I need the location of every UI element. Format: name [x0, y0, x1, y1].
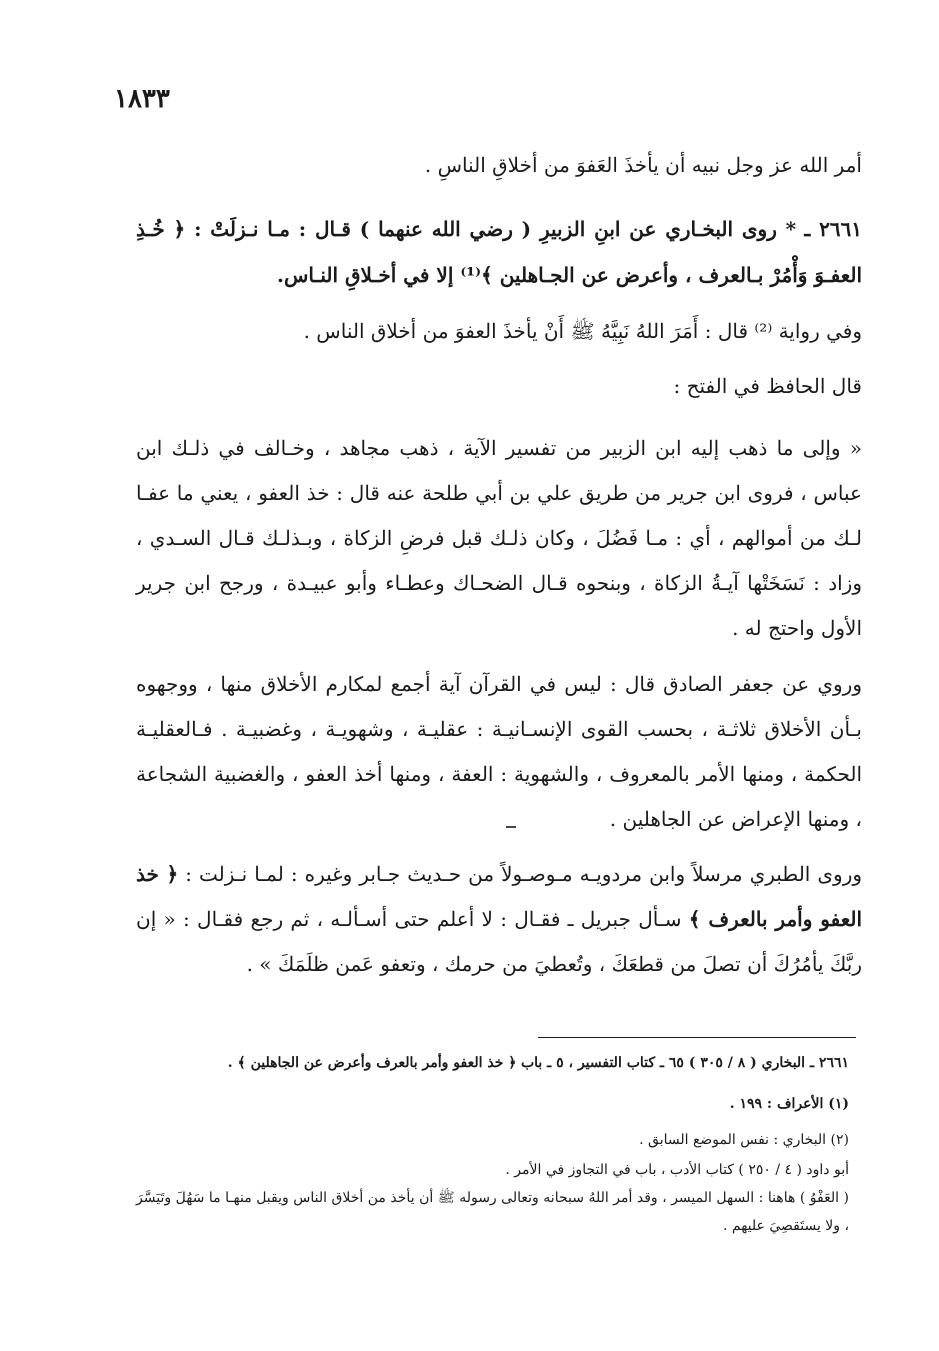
tabari-paragraph [136, 852, 862, 987]
hadith-text: * روى البخـاري عن ابنِ الزبيرِ ( رضي الله عنهما ) قـال : مـا نـزلَتْ : ﴿ خُـذِ العفـوَ وَأْمُرْ بـالعرف ، وأعرض عن الجـاهلين ﴾⁽¹⁾ إلا في أخـلاقِ النـاس. [136, 217, 862, 287]
footnote-abudawud: أبو داود ( ٤ / ٢٥٠ ) كتاب الأدب ، باب في التجاوز في الأمر . [505, 1162, 849, 1178]
footnote-hadith-source: ٢٦٦١ ـ البخاري ( ٨ / ٣٠٥ ) ٦٥ ـ كتاب التفسير ، ٥ ـ باب [520, 1055, 849, 1071]
riwaya-paragraph: وفي رواية ⁽²⁾ قال : أَمَرَ اللهُ نَبِيَّهُ ﷺ أَنْ يأخذَ العفوَ من أخلاق الناس . [303, 319, 862, 343]
footnote-glossary: ( العَفْوُ ) هاهنا : السهل الميسر ، وقد أمر اللهُ سبحانه وتعالى رسوله ﷺ أن يأخذ من أخلاق الناس ويقبل منهـا ما سَهُلَ وتَيَسَّرَ ، ولا يستَقصِيَ عليهم . [136, 1190, 849, 1234]
footnote-hadith-quote: ﴿ خذ العفو وأمر بالعرف وأعرض عن الجاهلين ﴾ . [227, 1055, 517, 1071]
tabari-text-b: سـأل جبريل ـ فقـال : لا أعلم حتى أسـألـه ، ثم رجع فقـال : « إن ربَّكَ يأمُرُكَ أن تصلَ من قطعَكَ ، وتُعطيَ من حرمك ، وتعفو عَمن ظلَمَكَ » . [136, 907, 862, 976]
jafar-paragraph: وروي عن جعفر الصادق قال : ليس في القرآن آية أجمع لمكارم الأخلاق منها ، ووجهوه بـأن الأخلاق ثلاثـة ، بحسب القوى الإنسـانيـة : عقليـة ، وشهويـة ، وغضبيـة . فـالعقليـة الحكمة ، ومنها الأمر بالمعروف ، والشهوية : العفة ، ومنها أخذ العفو ، والغضبية الشجاعة ، ومنها الإعراض عن الجاهلين . [136, 672, 863, 831]
tabari-text-a: وروى الطبري مرسلاً وابن مردويـه مـوصـولاً من حـديث جـابر وغيره : لمـا نـزلت : [185, 862, 863, 886]
stray-mark [506, 826, 516, 828]
footnote-2: (٢) البخاري : نفس الموضع السابق . [639, 1132, 849, 1148]
fath-heading: قال الحافظ في الفتح : [673, 374, 862, 398]
fath-quote-paragraph: « وإلى ما ذهب إليه ابن الزبير من تفسير الآية ، ذهب مجاهد ، وخـالف في ذلـك ابن عباس ، فروى ابن جرير من طريق علي بن أبي طلحة عنه قال : خذ العفو ، يعني ما عفـا لـك من أموالهم ، أي : مـا فَضُلَ ، وكان ذلـك قبل فرضِ الزكاة ، وبـذلـك قـال السـدي ، وزاد : نَسَخَتْها آيـةُ الزكاة ، وبنحوه قـال الضحـاك وعطـاء وأبو عبيـدة ، ورجح ابن جرير الأول واحتج له . [136, 436, 863, 640]
footnote-separator [538, 1037, 856, 1038]
intro-paragraph: أمر الله عز وجل نبيه أن يأخذَ العَفوَ من أخلاقِ الناسِ . [424, 153, 862, 177]
footnote-hadith-ref [136, 1049, 849, 1077]
quran-quote: ﴿ خذ العفو وأمر بالعرف ﴾ [136, 862, 863, 931]
hadith-number: ٢٦٦١ ـ [804, 217, 863, 241]
page-number: ١٨٣٣ [114, 84, 170, 114]
hadith-paragraph [136, 206, 862, 298]
footnote-1: (١) الأعراف : ١٩٩ . [729, 1096, 849, 1112]
